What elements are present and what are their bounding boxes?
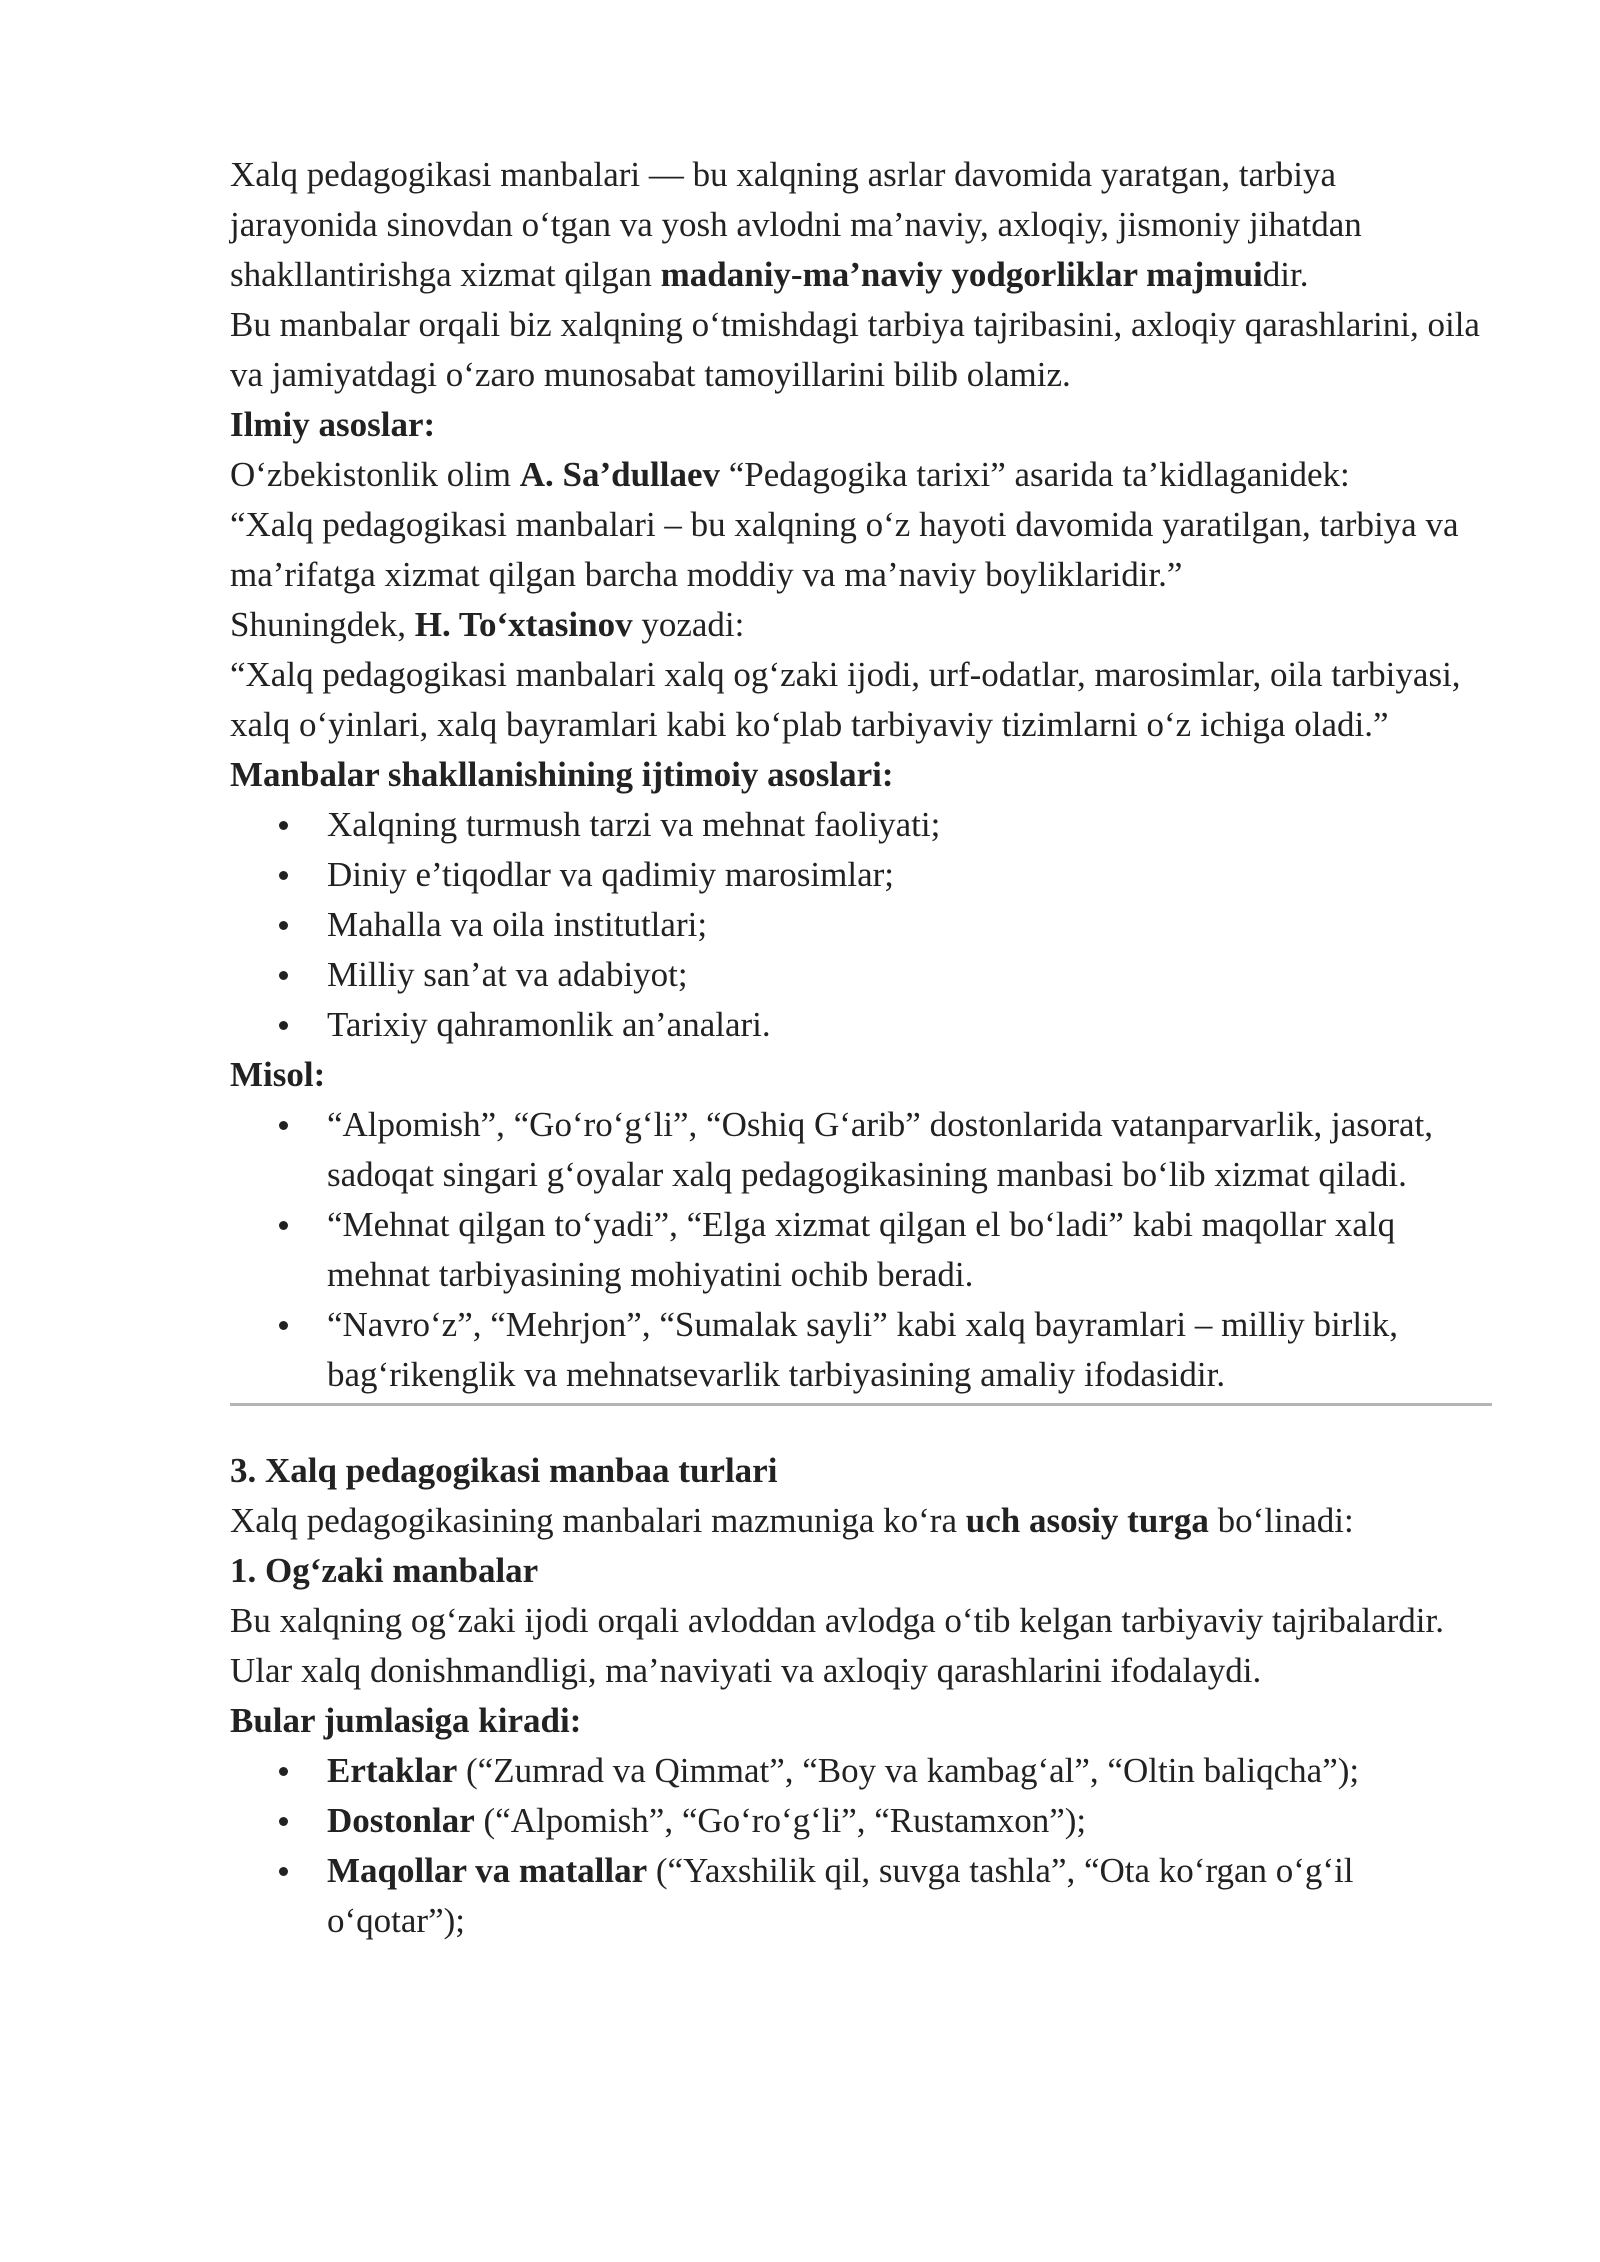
list-item: “Navro‘z”, “Mehrjon”, “Sumalak sayli” kabi xalq bayramlari – milliy birlik, bag‘rikenglik va mehnatsevarlik tarbiyasining amaliy ifodasidir. (327, 1300, 1492, 1400)
list-item-term: Maqollar va matallar (327, 1851, 648, 1890)
section-3-intro-text: Xalq pedagogikasining manbalari mazmuniga ko‘ra (230, 1501, 966, 1540)
list-item: Tarixiy qahramonlik an’analari. (327, 1000, 1492, 1050)
list-item: Mahalla va oila institutlari; (327, 900, 1492, 950)
list-item (327, 1746, 1492, 1796)
list-item-detail: (“Alpomish”, “Go‘ro‘g‘li”, “Rustamxon”); (474, 1801, 1087, 1840)
list-item-term: Ertaklar (327, 1751, 458, 1790)
oral-sources-heading: Bular jumlasiga kiradi: (230, 1701, 582, 1740)
list-item-detail: (“Yaxshilik qil, suvga tashla”, “Ota ko‘rgan o‘g‘il o‘qotar”); (327, 1851, 1354, 1940)
intro-bold-term: madaniy-ma’naviy yodgorliklar majmui (660, 255, 1263, 294)
scientific-line-1-rest: “Pedagogika tarixi” asarida ta’kidlaganidek: (720, 455, 1350, 494)
social-heading: Manbalar shakllanishining ijtimoiy asoslari: (230, 755, 894, 794)
author-name-sadullaev: A. Sa’dullaev (519, 455, 721, 494)
list-item: “Alpomish”, “Go‘ro‘g‘li”, “Oshiq G‘arib” dostonlarida vatanparvarlik, jasorat, sadoqat singari g‘oyalar xalq pedagogikasining manbasi bo‘lib xizmat qiladi. (327, 1100, 1492, 1200)
section-3-intro-rest: bo‘linadi: (1208, 1501, 1354, 1540)
subsection-1-paragraph-2: Ular xalq donishmandligi, ma’naviyati va axloqiy qarashlarini ifodalaydi. (230, 1651, 1262, 1690)
author-name-toxtasinov: H. To‘xtasinov (414, 605, 633, 644)
scientific-heading: Ilmiy asoslar: (230, 405, 436, 444)
subsection-1-paragraph: Bu xalqning og‘zaki ijodi orqali avloddan avlodga o‘tib kelgan tarbiyaviy tajribalardir. (230, 1601, 1444, 1640)
list-item (327, 1796, 1492, 1846)
quote-sadullaev: “Xalq pedagogikasi manbalari – bu xalqning o‘z hayoti davomida yaratilgan, tarbiya va ma’rifatga xizmat qilgan barcha moddiy va ma’naviy boyliklaridir.” (230, 505, 1459, 594)
document-page (230, 150, 1492, 1946)
quote-toxtasinov: “Xalq pedagogikasi manbalari xalq og‘zaki ijodi, urf-odatlar, marosimlar, oila tarbiyasi, xalq o‘yinlari, xalq bayramlari kabi ko‘plab tarbiyaviy tizimlarni o‘z ichiga oladi.” (230, 655, 1461, 744)
list-item: Milliy san’at va adabiyot; (327, 950, 1492, 1000)
section-3-intro (230, 1496, 1492, 1546)
list-item: “Mehnat qilgan to‘yadi”, “Elga xizmat qilgan el bo‘ladi” kabi maqollar xalq mehnat tarbiyasining mohiyatini ochib beradi. (327, 1200, 1492, 1300)
social-list (230, 800, 1492, 1050)
intro-paragraph-2: Bu manbalar orqali biz xalqning o‘tmishdagi tarbiya tajribasini, axloqiy qarashlarini, oila va jamiyatdagi o‘zaro munosabat tamoyillarini bilib olamiz. (230, 305, 1480, 394)
section-3-intro-bold: uch asosiy turga (965, 1501, 1209, 1540)
scientific-line-2-text: Shuningdek, (230, 605, 415, 644)
list-item (327, 1846, 1492, 1946)
example-heading: Misol: (230, 1055, 326, 1094)
section-3-title: 3. Xalq pedagogikasi manbaa turlari (230, 1451, 778, 1490)
list-item: Xalqning turmush tarzi va mehnat faoliyati; (327, 800, 1492, 850)
intro-paragraph (230, 150, 1492, 300)
intro-suffix: dir. (1262, 255, 1309, 294)
list-item: Diniy e’tiqodlar va qadimiy marosimlar; (327, 850, 1492, 900)
section-spacer (230, 1406, 1492, 1446)
list-item-detail: (“Zumrad va Qimmat”, “Boy va kambag‘al”, “Oltin baliqcha”); (457, 1751, 1360, 1790)
example-list (230, 1100, 1492, 1400)
scientific-line-2 (230, 600, 1492, 650)
oral-sources-list (230, 1746, 1492, 1946)
subsection-1-title: 1. Og‘zaki manbalar (230, 1551, 539, 1590)
scientific-line-1 (230, 450, 1492, 500)
scientific-line-1-text: O‘zbekistonlik olim (230, 455, 520, 494)
list-item-term: Dostonlar (327, 1801, 475, 1840)
intro-text: Xalq pedagogikasi manbalari — bu xalqning asrlar davomida yaratgan, tarbiya jarayonida sinovdan o‘tgan va yosh avlodni ma’naviy, axloqiy, jismoniy jihatdan shakllantirishga xizmat qilgan (230, 155, 1362, 294)
scientific-line-2-rest: yozadi: (632, 605, 745, 644)
